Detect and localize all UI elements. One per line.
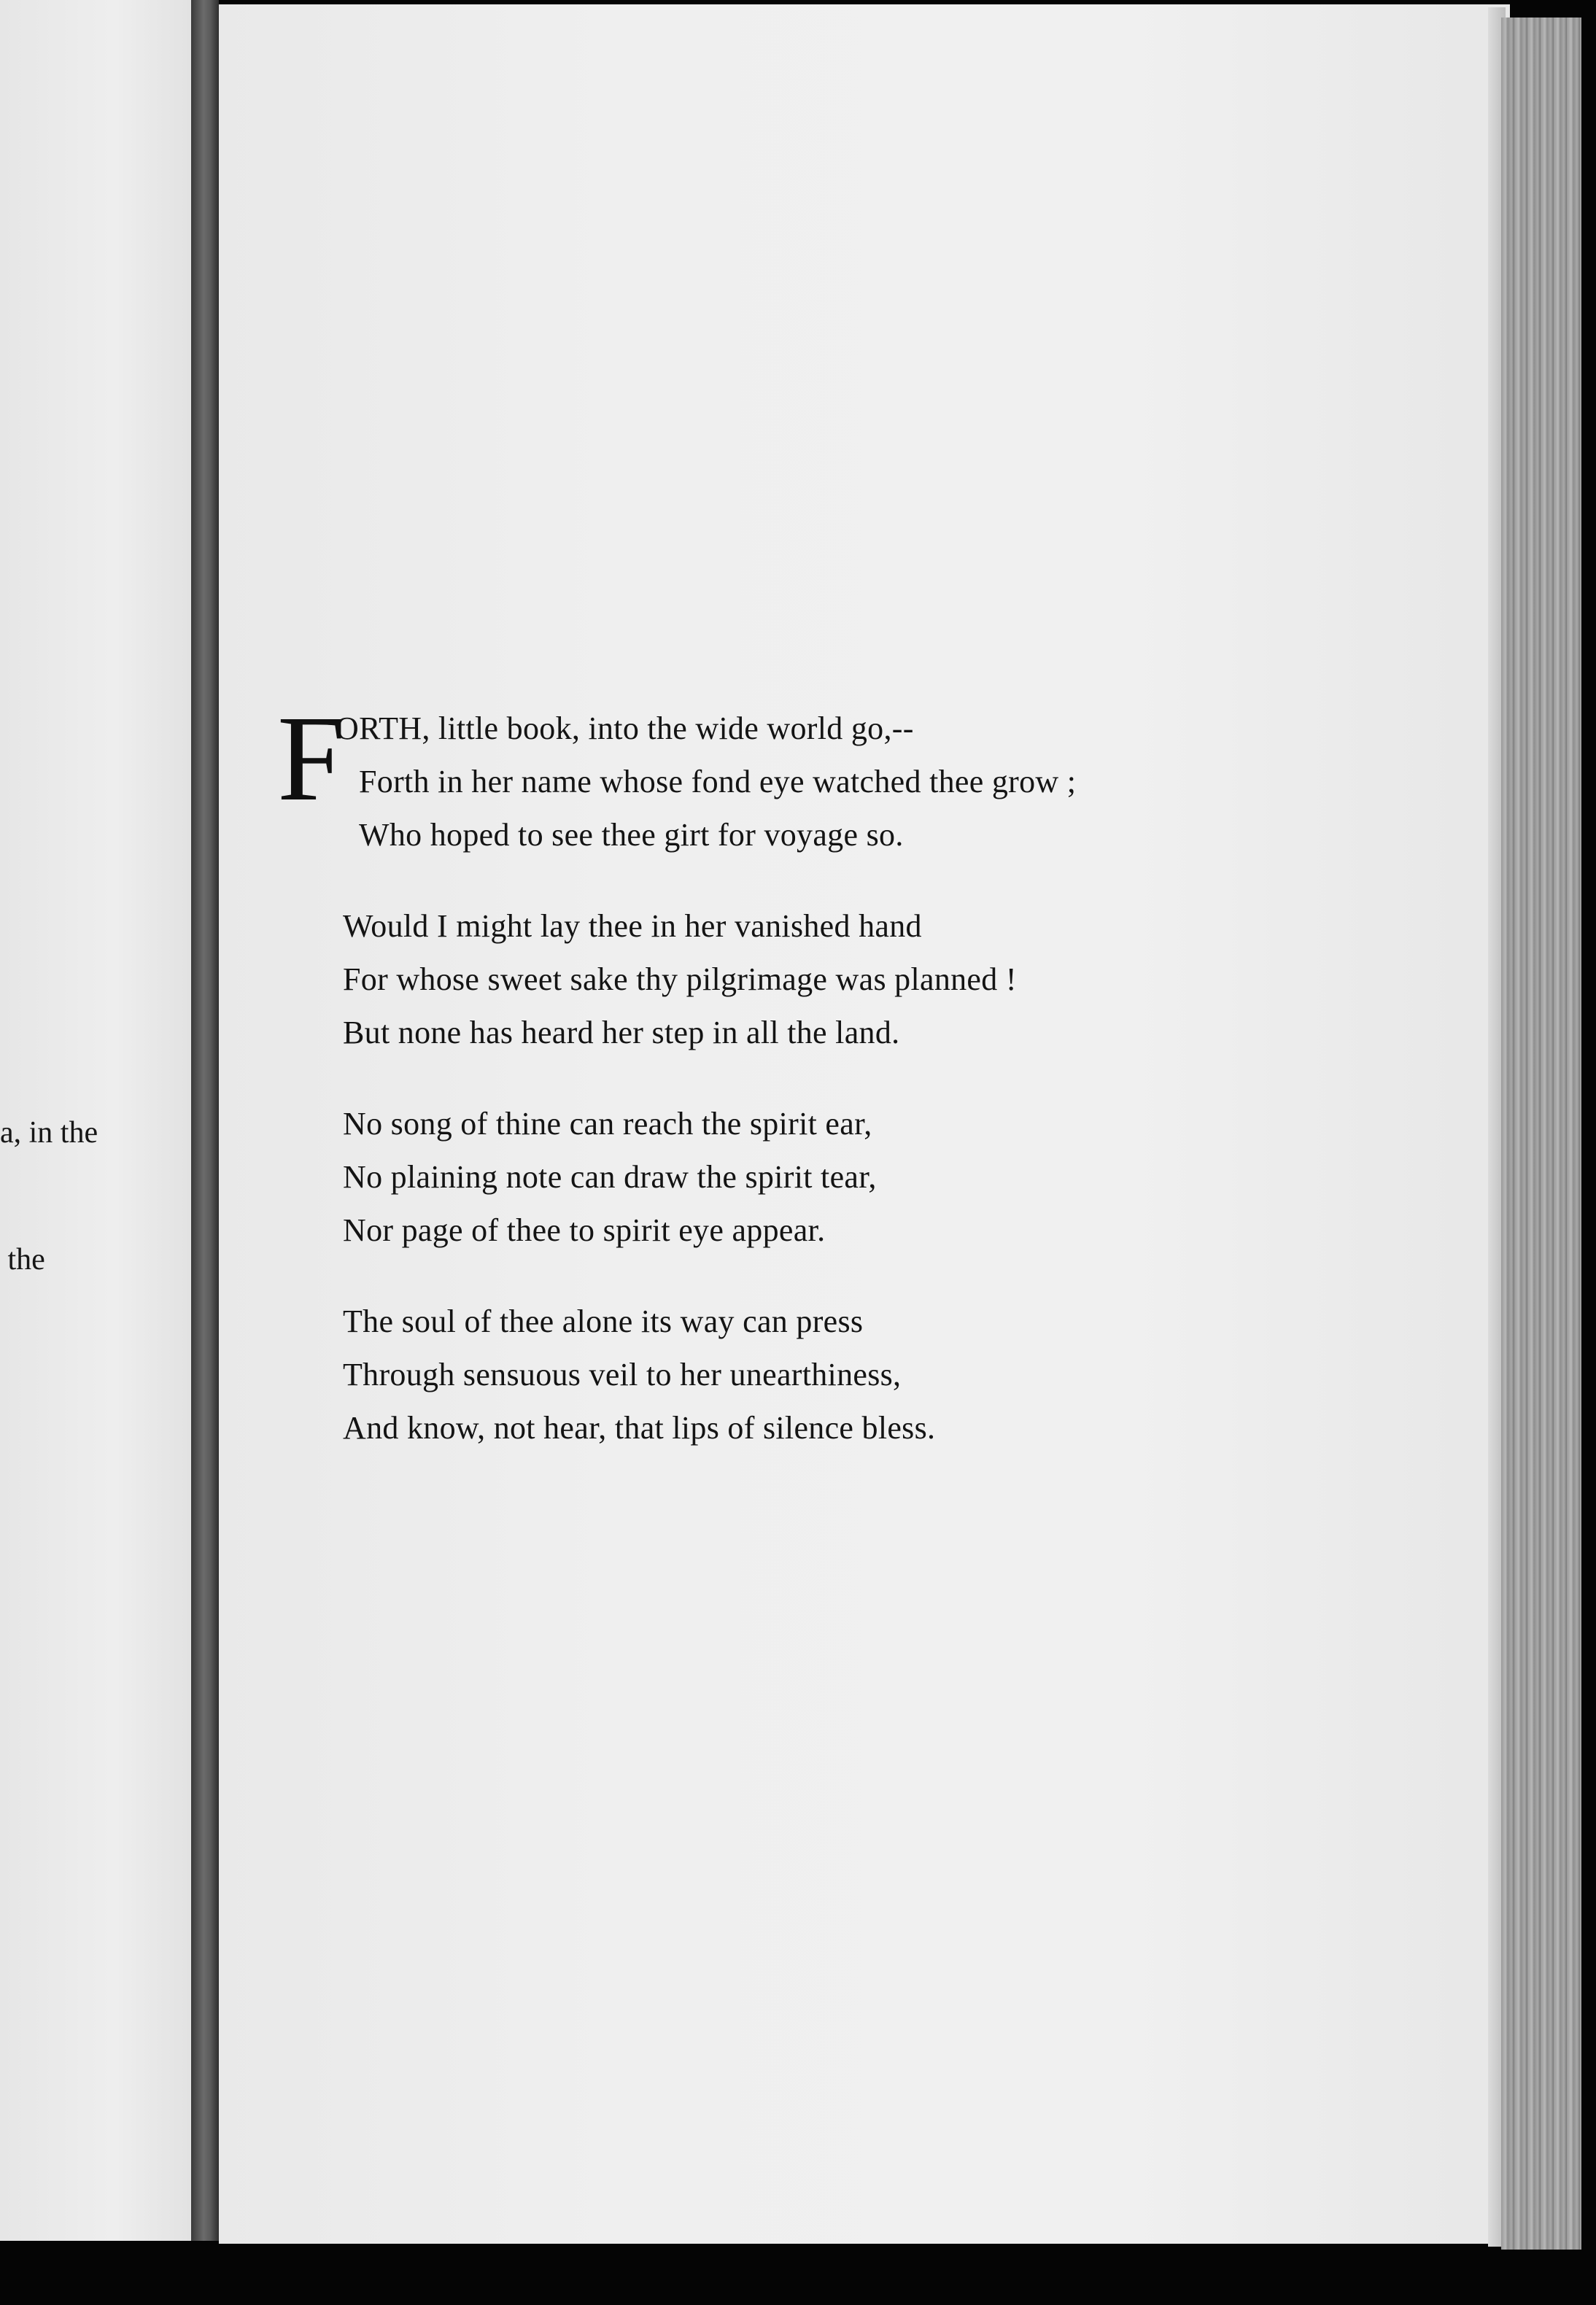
poem-line: And know, not hear, that lips of silence bless. [343,1410,936,1446]
book-gutter [191,0,219,2241]
poem [277,691,1077,1492]
poem-line: Who hoped to see thee girt for voyage so. [359,817,904,853]
page-edges [1501,18,1581,2250]
poem-line: For whose sweet sake thy pilgrimage was planned ! [343,961,1017,997]
poem-line: ORTH, little book, into the wide world go,-- [336,710,914,746]
stanza-3 [343,1097,1076,1257]
poem-line: Would I might lay thee in her vanished hand [343,908,922,944]
poem-line: Forth in her name whose fond eye watched thee grow ; [359,764,1077,799]
poem-line: But none has heard her step in all the land. [343,1015,900,1050]
left-page-fragment [0,1027,98,1365]
poem-line: No song of thine can reach the spirit ear, [343,1106,872,1142]
left-page-fragment-line: the [0,1243,45,1277]
left-facing-page [0,0,191,2241]
stanza-2 [343,899,1076,1059]
poem-line: The soul of thee alone its way can press [343,1303,864,1339]
poem-line: Nor page of thee to spirit eye appear. [343,1212,826,1248]
poem-line: No plaining note can draw the spirit tear, [343,1159,877,1195]
poem-line: Through sensuous veil to her unearthiness, [343,1357,902,1392]
stanza-4 [343,1295,1076,1454]
left-page-fragment-line: a, in the [0,1116,98,1150]
drop-cap: F [277,691,346,826]
stanza-1 [277,691,1077,861]
